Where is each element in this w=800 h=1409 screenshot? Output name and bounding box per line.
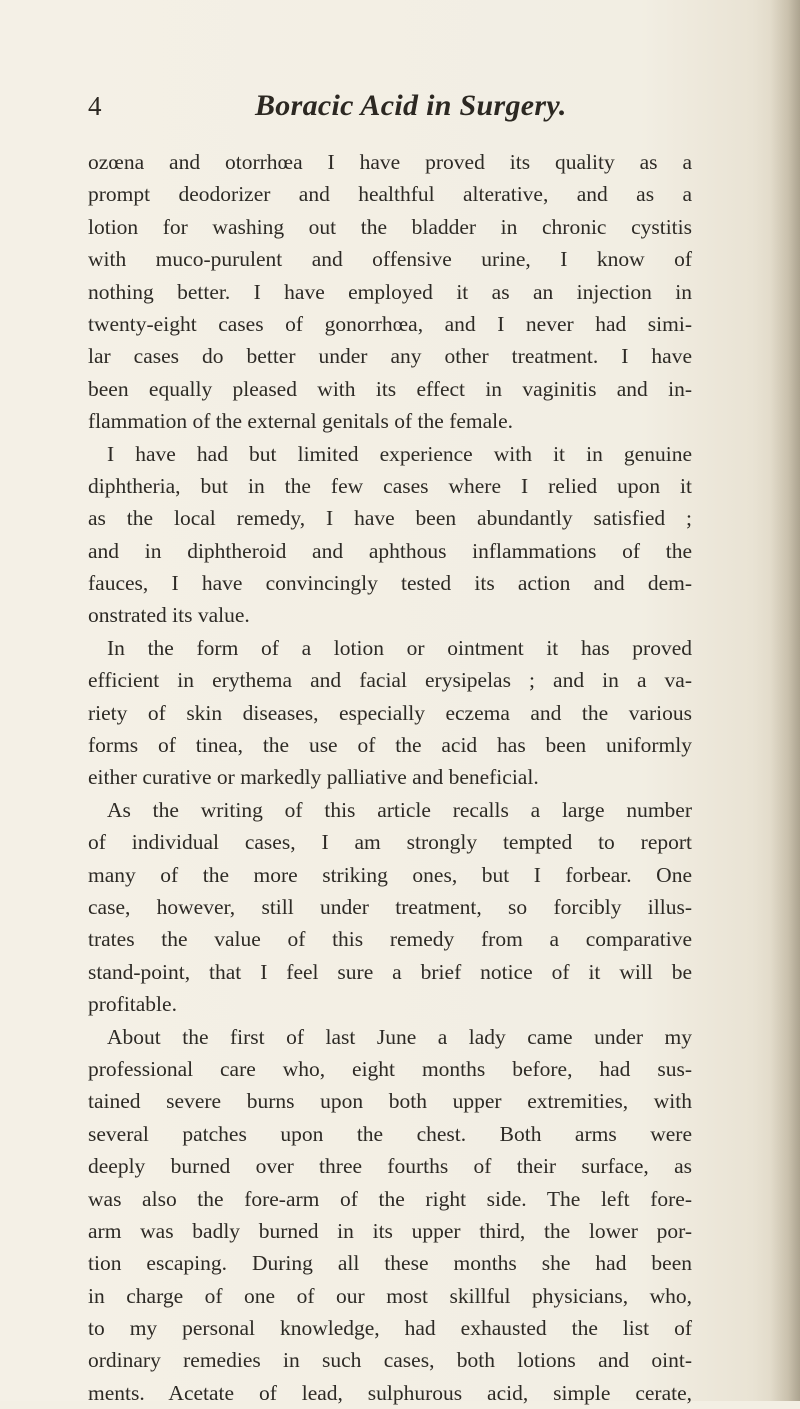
- text-line: in charge of one of our most skillful physicians, who,: [88, 1283, 692, 1308]
- text-line: diphtheria, but in the few cases where I relied upon it: [88, 473, 692, 498]
- text-line: either curative or markedly palliative and beneficial.: [88, 765, 539, 790]
- text-line: prompt deodorizer and healthful alterative, and as a: [88, 182, 692, 207]
- text-line: nothing better. I have employed it as an injection in: [88, 279, 692, 304]
- text-line: ments. Acetate of lead, sulphurous acid, simple cerate,: [88, 1380, 692, 1405]
- text-line: efficient in erythema and facial erysipelas ; and in a va-: [88, 668, 692, 693]
- text-line: profitable.: [88, 992, 177, 1017]
- text-line: flammation of the external genitals of the female.: [88, 409, 514, 434]
- text-line: fauces, I have convincingly tested its action and dem-: [88, 571, 692, 596]
- text-line: was also the fore-arm of the right side. The left fore-: [88, 1186, 692, 1211]
- text-line: case, however, still under treatment, so forcibly illus-: [88, 894, 692, 919]
- running-head: Boracic Acid in Surgery.: [255, 89, 567, 122]
- text-line: trates the value of this remedy from a comparative: [88, 927, 692, 952]
- text-line: In the form of a lotion or ointment it has proved: [107, 635, 692, 660]
- text-line: professional care who, eight months before, had sus-: [88, 1056, 692, 1081]
- text-line: I have had but limited experience with it in genuine: [107, 441, 692, 466]
- text-line: and in diphtheroid and aphthous inflammations of the: [88, 538, 692, 563]
- body-text: [88, 146, 692, 1409]
- text-line: as the local remedy, I have been abundantly satisfied ;: [88, 506, 692, 531]
- text-line: ozœna and otorrhœa I have proved its quality as a: [88, 150, 692, 174]
- text-line: of individual cases, I am strongly tempted to report: [88, 830, 692, 855]
- text-line: tion escaping. During all these months she had been: [88, 1251, 692, 1276]
- text-line: onstrated its value.: [88, 603, 250, 628]
- text-line: tained severe burns upon both upper extremities, with: [88, 1089, 692, 1114]
- text-line: to my personal knowledge, had exhausted the list of: [88, 1316, 692, 1341]
- text-line: been equally pleased with its effect in vaginitis and in-: [88, 376, 692, 401]
- text-line: About the first of last June a lady came under my: [107, 1024, 692, 1049]
- text-line: twenty-eight cases of gonorrhœa, and I never had simi-: [88, 311, 692, 336]
- text-line: forms of tinea, the use of the acid has been uniformly: [88, 733, 692, 758]
- text-line: many of the more striking ones, but I forbear. One: [88, 862, 692, 887]
- text-line: riety of skin diseases, especially eczema and the various: [88, 700, 692, 725]
- page-number: 4: [88, 91, 102, 121]
- text-line: lotion for washing out the bladder in chronic cystitis: [88, 214, 692, 239]
- text-line: lar cases do better under any other treatment. I have: [88, 344, 692, 369]
- text-line: As the writing of this article recalls a large number: [107, 797, 692, 822]
- page-edge-shadow: [770, 0, 800, 1401]
- page-header: [88, 88, 688, 128]
- text-line: arm was badly burned in its upper third, the lower por-: [88, 1218, 692, 1243]
- text-line: stand-point, that I feel sure a brief notice of it will be: [88, 959, 692, 984]
- text-line: deeply burned over three fourths of their surface, as: [88, 1154, 692, 1179]
- text-line: several patches upon the chest. Both arms were: [88, 1121, 692, 1146]
- text-line: ordinary remedies in such cases, both lotions and oint-: [88, 1348, 692, 1373]
- text-line: with muco-purulent and offensive urine, I know of: [88, 247, 692, 272]
